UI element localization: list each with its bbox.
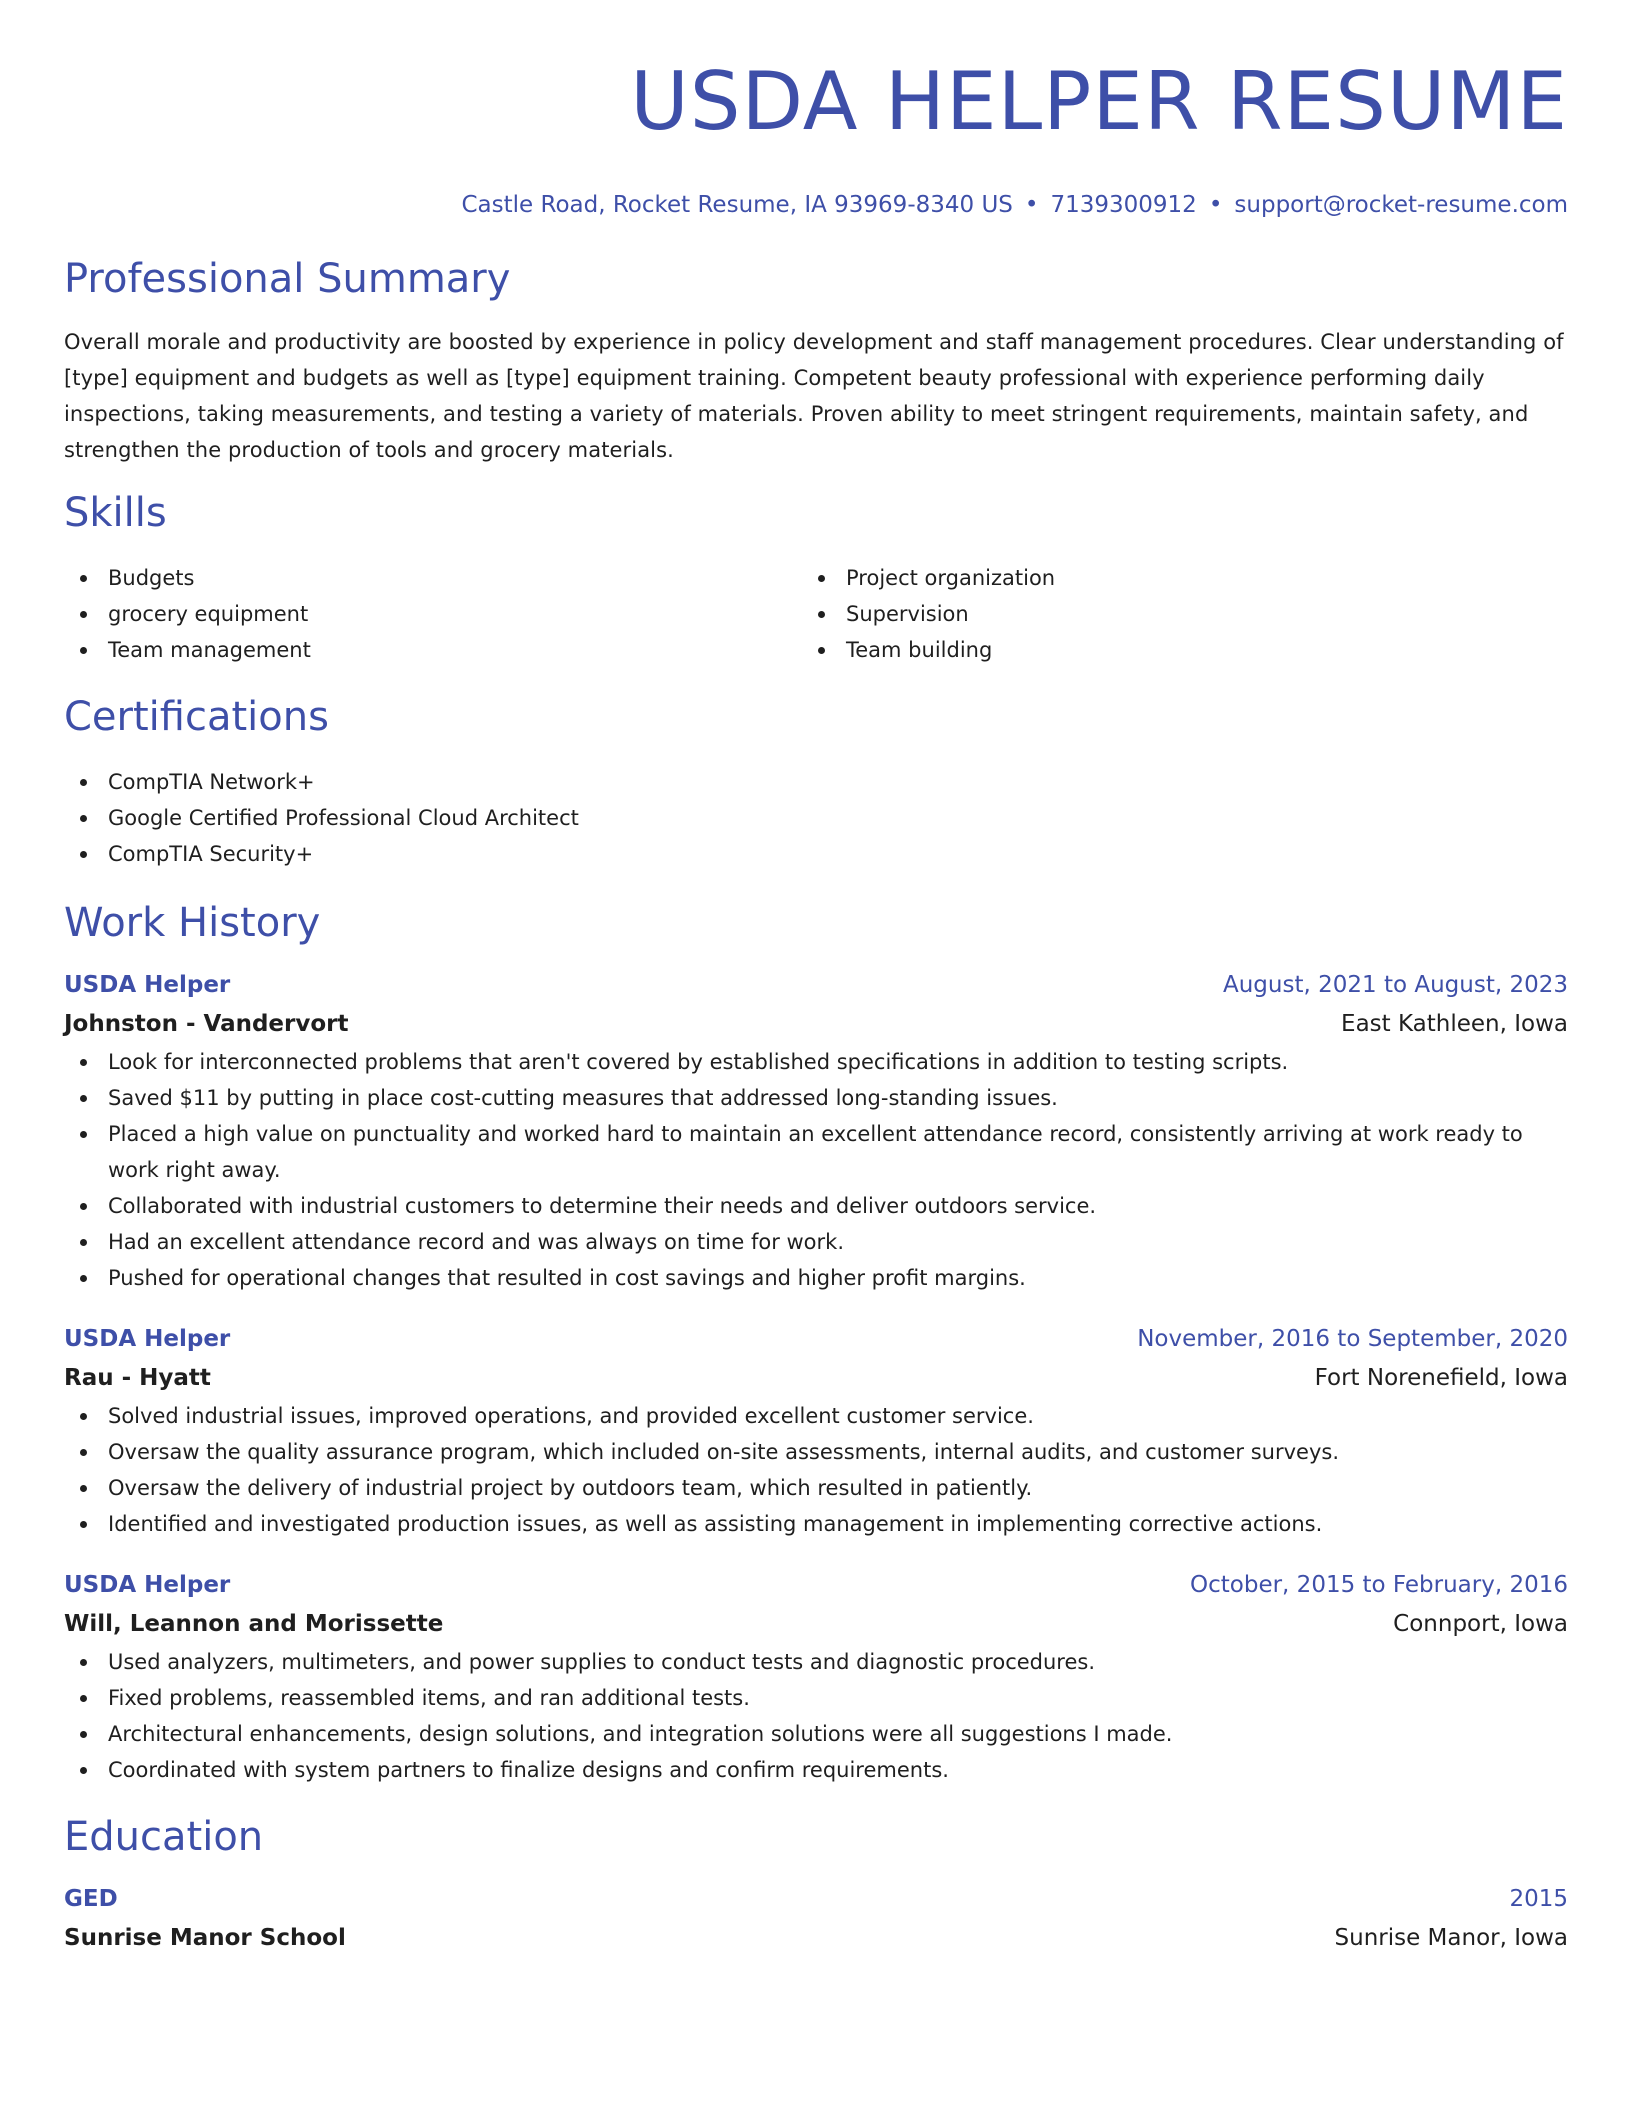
contact-separator: •: [1208, 192, 1223, 218]
job-bullet: Had an excellent attendance record and was always on time for work.: [64, 1224, 1568, 1260]
skill-item: Team building: [802, 632, 1540, 668]
job-title: USDA Helper: [64, 972, 231, 998]
education-entry: [64, 1880, 1568, 1958]
resume-title: USDA HELPER RESUME: [630, 55, 1568, 148]
job-bullets: [64, 1398, 1568, 1542]
skills-list-right: [802, 560, 1540, 668]
job-company-row: [64, 1004, 1568, 1044]
job-bullet: Collaborated with industrial customers to determine their needs and deliver outdoors service.: [64, 1188, 1568, 1224]
certifications-heading: Certifications: [64, 694, 329, 740]
job-company: Will, Leannon and Morissette: [64, 1611, 444, 1637]
job-bullet: Coordinated with system partners to finalize designs and confirm requirements.: [64, 1752, 1568, 1788]
skills-heading: Skills: [64, 490, 167, 536]
summary-text: Overall morale and productivity are boosted by experience in policy development and staff management procedures. Clear understanding of [type] equipment and budgets as well as [type] equipment training. Competent beauty professional with experience performing daily inspections, taking measurements, and testing a variety of materials. Proven ability to meet stringent requirements, maintain safety, and strengthen the production of tools and grocery materials.: [64, 330, 1564, 462]
job-title: USDA Helper: [64, 1326, 231, 1352]
education-school-row: [64, 1918, 1568, 1958]
job-bullet: Identified and investigated production issues, as well as assisting management in implementing corrective actions.: [64, 1506, 1568, 1542]
job-bullet: Solved industrial issues, improved operations, and provided excellent customer service.: [64, 1398, 1568, 1434]
job-company: Johnston - Vandervort: [64, 1011, 349, 1037]
skill-item: Project organization: [802, 560, 1540, 596]
summary-heading: Professional Summary: [64, 256, 511, 302]
job-location: East Kathleen, Iowa: [1341, 1011, 1568, 1037]
job-header-row: [64, 966, 1568, 1004]
job-entry: [64, 966, 1568, 1296]
job-title: USDA Helper: [64, 1572, 231, 1598]
education-header-row: [64, 1880, 1568, 1918]
job-location: Connport, Iowa: [1393, 1611, 1568, 1637]
job-dates: November, 2016 to September, 2020: [1137, 1326, 1568, 1352]
contact-line: [64, 190, 1568, 220]
job-bullet: Pushed for operational changes that resulted in cost savings and higher profit margins.: [64, 1260, 1568, 1296]
contact-phone: 7139300912: [1050, 192, 1197, 218]
job-bullet: Placed a high value on punctuality and worked hard to maintain an excellent attendance record, consistently arriving at work ready to work right away.: [64, 1116, 1568, 1188]
certifications-list: [64, 764, 1568, 872]
education-degree: GED: [64, 1886, 118, 1912]
job-header-row: [64, 1320, 1568, 1358]
job-bullet: Used analyzers, multimeters, and power supplies to conduct tests and diagnostic procedures.: [64, 1644, 1568, 1680]
job-location: Fort Norenefield, Iowa: [1314, 1365, 1568, 1391]
job-header-row: [64, 1566, 1568, 1604]
job-bullet: Look for interconnected problems that aren't covered by established specifications in addition to testing scripts.: [64, 1044, 1568, 1080]
education-heading: Education: [64, 1814, 264, 1860]
job-dates: October, 2015 to February, 2016: [1190, 1572, 1568, 1598]
job-bullet: Architectural enhancements, design solutions, and integration solutions were all suggestions I made.: [64, 1716, 1568, 1752]
job-bullet: Fixed problems, reassembled items, and ran additional tests.: [64, 1680, 1568, 1716]
job-bullet: Saved $11 by putting in place cost-cutting measures that addressed long-standing issues.: [64, 1080, 1568, 1116]
skill-item: Supervision: [802, 596, 1540, 632]
job-entry: [64, 1320, 1568, 1542]
job-company-row: [64, 1358, 1568, 1398]
job-dates: August, 2021 to August, 2023: [1223, 972, 1568, 998]
job-bullet: Oversaw the delivery of industrial project by outdoors team, which resulted in patiently.: [64, 1470, 1568, 1506]
job-company-row: [64, 1604, 1568, 1644]
education-location: Sunrise Manor, Iowa: [1334, 1925, 1568, 1951]
skill-item: Budgets: [64, 560, 802, 596]
contact-separator: •: [1024, 192, 1039, 218]
certification-item: CompTIA Network+: [64, 764, 1568, 800]
skill-item: Team management: [64, 632, 802, 668]
job-bullet: Oversaw the quality assurance program, which included on-site assessments, internal audits, and customer surveys.: [64, 1434, 1568, 1470]
work-history-heading: Work History: [64, 900, 321, 946]
contact-email: support@rocket-resume.com: [1234, 192, 1568, 218]
education-school: Sunrise Manor School: [64, 1925, 346, 1951]
education-year: 2015: [1509, 1886, 1568, 1912]
certification-item: Google Certified Professional Cloud Architect: [64, 800, 1568, 836]
job-company: Rau - Hyatt: [64, 1365, 211, 1391]
job-entry: [64, 1566, 1568, 1788]
skill-item: grocery equipment: [64, 596, 802, 632]
job-bullets: [64, 1644, 1568, 1788]
skills-list-left: [64, 560, 802, 668]
skills-grid: [64, 560, 1568, 668]
contact-address: Castle Road, Rocket Resume, IA 93969-8340 US: [461, 192, 1013, 218]
job-bullets: [64, 1044, 1568, 1296]
certification-item: CompTIA Security+: [64, 836, 1568, 872]
